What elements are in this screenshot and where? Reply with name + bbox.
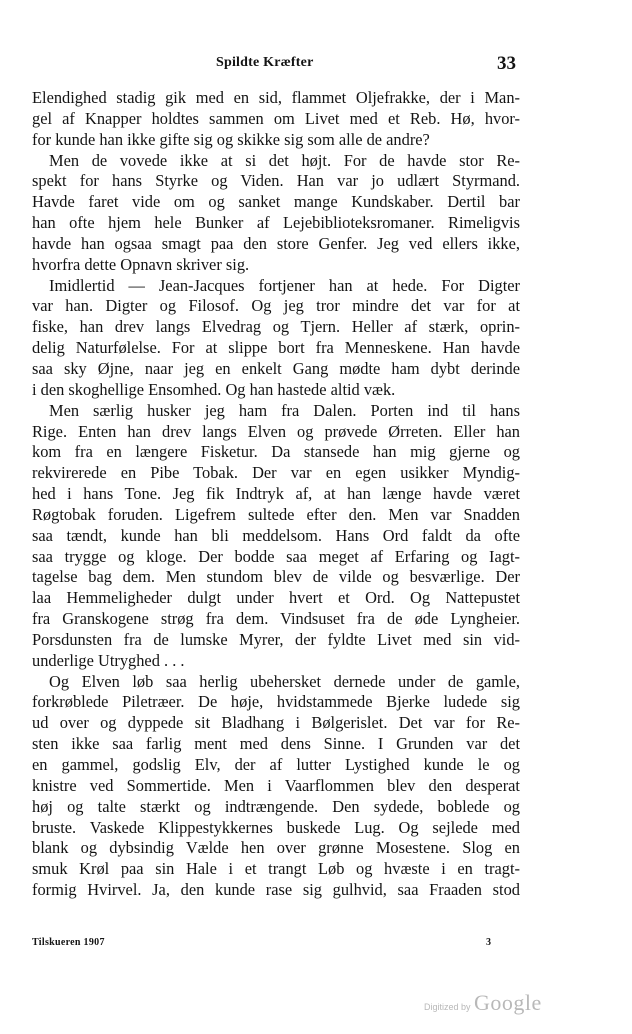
running-head [0, 53, 632, 75]
text-line: fiske, han drev langs Elvedrag og Tjern. Heller af stærk, oprin- [32, 317, 520, 337]
text-line: ud over og dyppede sit Bladhang i Bølgerislet. Det var for Re- [32, 713, 520, 733]
text-line: blank og dybsindig Vælde hen over grønne Mosestene. Slog en [32, 838, 520, 858]
running-title: Spildte Kræfter [216, 55, 314, 70]
text-line: Og Elven løb saa herlig ubehersket dernede under de gamle, [49, 671, 520, 691]
text-line: Havde faret vide om og sanket mange Kundskaber. Dertil bar [32, 192, 520, 212]
page-footer [0, 937, 632, 951]
text-line: delig Naturfølelse. For at slippe bort fra Menneskene. Han havde [32, 338, 520, 358]
text-line: rekvirerede en Pibe Tobak. Der var en egen usikker Myndig- [32, 463, 520, 483]
text-line: fra Granskogene strøg fra dem. Vindsuset fra de øde Lyngheier. [32, 609, 520, 629]
footer-signature: Tilskueren 1907 [32, 937, 105, 948]
text-line: bruste. Vaskede Klippestykkernes buskede Lug. Og sejlede med [32, 817, 520, 837]
text-line: kom fra en længere Fisketur. Da stansede han mig gjerne og [32, 442, 520, 462]
text-line: saa sky Øjne, naar jeg en enkelt Gang mødte ham dybt derinde [32, 358, 520, 378]
text-line: Elendighed stadig gik med en sid, flammet Oljefrakke, der i Man- [32, 88, 520, 107]
text-line: hed i hans Tone. Jeg fik Indtryk af, at han længe havde været [32, 484, 520, 504]
text-line: Røgtobak foruden. Ligefrem sultede efter den. Men var Snadden [32, 504, 520, 524]
text-line: Porsdunsten fra de lumske Myrer, der fyldte Livet med sin vid- [32, 629, 520, 649]
text-line: Men særlig husker jeg ham fra Dalen. Porten ind til hans [49, 400, 520, 420]
body-text [32, 88, 520, 901]
text-line: formig Hvirvel. Ja, den kunde rase sig gulhvid, saa Fraaden stod [32, 880, 520, 900]
text-line: knistre ved Sommertide. Men i Vaarflommen blev den desperat [32, 775, 520, 795]
text-line: Men de vovede ikke at si det højt. For de havde stor Re- [49, 150, 520, 170]
text-line: havde han ogsaa smagt paa den store Genfer. Jeg ved ellers ikke, [32, 233, 520, 253]
text-line: Imidlertid — Jean-Jacques fortjener han at hede. For Digter [49, 275, 520, 295]
text-line: var han. Digter og Filosof. Og jeg tror mindre det var for at [32, 296, 520, 316]
page-number: 33 [497, 53, 516, 74]
text-line: forkrøblede Piletræer. De høje, hvidstammede Bjerke ludede sig [32, 692, 520, 712]
text-line: for kunde han ikke gifte sig og skikke sig som alle de andre? [32, 129, 430, 149]
text-line: underlige Utryghed . . . [32, 650, 185, 670]
text-line: laa Hemmeligheder dulgt under hvert et Ord. Og Nattepustet [32, 588, 520, 608]
text-line: sten ikke saa farlig ment med dens Sinne. I Grunden var det [32, 734, 520, 754]
text-line: han ofte hjem hele Bunker af Lejebiblioteksromaner. Rimeligvis [32, 213, 520, 233]
text-line: smuk Krøl paa sin Hale i et trangt Løb og hvæste i en tragt- [32, 859, 520, 879]
text-line: saa trygge og kloge. Der bodde saa meget af Erfaring og Iagt- [32, 546, 520, 566]
text-line: en gammel, godslig Elv, der af lutter Lystighed kunde le og [32, 755, 520, 774]
text-line: høj og talte stærkt og indtrængende. Den sydede, boblede og [32, 796, 520, 816]
text-line: spekt for hans Styrke og Viden. Han var jo udlært Styrmand. [32, 171, 520, 191]
google-logo: Google [474, 990, 542, 1015]
watermark-caption: Digitized by [424, 1002, 471, 1012]
text-line: gel af Knapper holdtes sammen om Livet med et Reb. Hø, hvor- [32, 108, 520, 128]
footer-sheet-number: 3 [486, 937, 491, 948]
text-line: i den skoghellige Ensomhed. Og han hastede altid væk. [32, 379, 396, 399]
text-line: tagelse bag dem. Men stundom blev de vilde og besværlige. Der [32, 567, 520, 587]
text-line: Rige. Enten han drev langs Elven og prøvede Ørreten. Eller han [32, 421, 520, 441]
text-line: saa tændt, kunde han bli meddelsom. Hans Ord faldt da ofte [32, 525, 520, 545]
text-line: hvorfra dette Opnavn skriver sig. [32, 254, 250, 274]
